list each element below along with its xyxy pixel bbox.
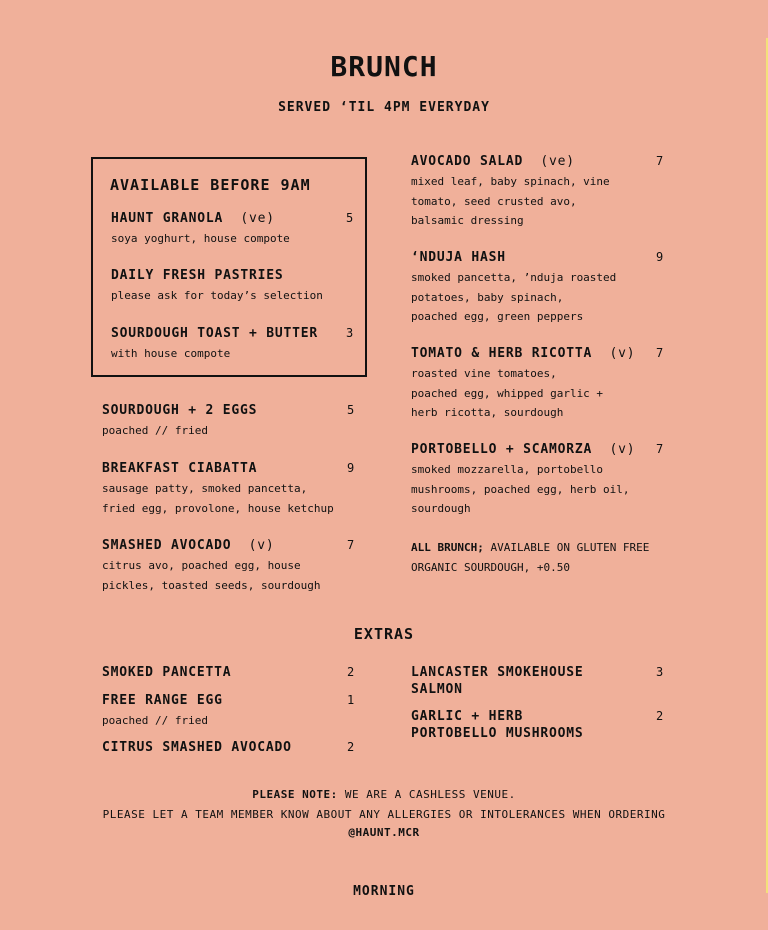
extra-item [411,708,664,742]
item-description: soya yoghurt, house compote [111,232,290,245]
item-description-line: mushrooms, poached egg, herb oil, [411,482,630,496]
extra-price: 1 [347,693,355,707]
gluten-note-bold: ALL BRUNCH; [411,541,484,554]
item-description: poached // fried [102,424,208,437]
extra-name: FREE RANGE EGG [102,693,223,708]
item-name: SMASHED AVOCADO [102,538,232,553]
extra-item [102,692,355,731]
extra-name: PORTOBELLO MUSHROOMS [411,726,584,741]
item-name: SOURDOUGH TOAST + BUTTER [111,326,319,341]
menu-item [411,249,664,327]
cashless-note [0,788,768,801]
item-tag: (v) [609,442,636,457]
item-price: 9 [656,250,664,264]
gluten-note-text: AVAILABLE ON GLUTEN FREE [483,541,650,554]
item-description [411,268,616,327]
menu-item [102,460,355,518]
item-name: PORTOBELLO + SCAMORZA [411,442,593,457]
menu-item [111,210,354,249]
extras-heading: EXTRAS [353,625,415,643]
menu-item [102,402,355,441]
item-description: with house compote [111,347,231,360]
item-description [411,460,635,519]
extra-item [102,664,355,681]
item-tag: (ve) [540,154,575,169]
item-name: SOURDOUGH + 2 EGGS [102,403,258,418]
item-description-line: balsamic dressing [411,214,524,227]
note-text: WE ARE A CASHLESS VENUE. [337,788,516,801]
item-description-line: fried egg, provolone, house ketchup [102,501,334,515]
item-name: TOMATO & HERB RICOTTA [411,346,593,361]
menu-item [411,441,664,519]
item-description-line: mixed leaf, baby spinach, vine [411,175,610,188]
extra-name: CITRUS SMASHED AVOCADO [102,740,292,755]
item-price: 7 [656,154,664,168]
item-price: 7 [656,346,664,360]
item-price: 9 [347,461,355,475]
item-price: 7 [656,442,664,456]
early-menu-heading: AVAILABLE BEFORE 9AM [110,176,311,194]
item-description-line: smoked pancetta, ’nduja roasted [411,271,617,284]
item-description-line: tomato, seed crusted avo, [411,194,577,208]
item-description [411,172,610,231]
item-description-line: citrus avo, poached egg, house [102,559,301,572]
social-handle: @HAUNT.MCR [348,826,420,839]
item-description-line: pickles, toasted seeds, sourdough [102,578,321,592]
extra-item [102,739,355,756]
item-description [411,364,635,423]
item-description-line: poached egg, whipped garlic + [411,386,604,400]
menu-item [411,345,664,423]
menu-tab-morning[interactable]: MORNING [353,884,415,899]
item-tag: (v) [609,346,636,361]
item-description-line: sausage patty, smoked pancetta, [102,482,308,495]
item-name: BREAKFAST CIABATTA [102,461,258,476]
menu-item [111,325,354,364]
extra-name: GARLIC + HERB [411,709,524,724]
item-description-line: potatoes, baby spinach, [411,290,564,304]
item-tag: (ve) [240,211,275,226]
menu-item [411,153,664,231]
note-label: PLEASE NOTE: [252,788,338,801]
extra-price: 2 [347,740,355,754]
item-description [102,556,321,595]
item-description-line: poached egg, green peppers [411,310,584,323]
item-price: 7 [347,538,355,552]
extra-name: SMOKED PANCETTA [102,665,232,680]
extra-name: LANCASTER SMOKEHOUSE [411,665,584,680]
item-name: DAILY FRESH PASTRIES [111,268,284,283]
item-description [102,479,334,518]
item-description-line: sourdough [411,502,471,515]
item-name: HAUNT GRANOLA [111,211,224,226]
menu-title: BRUNCH [330,50,438,83]
extra-item [411,664,664,698]
extra-description: poached // fried [102,714,208,727]
menu-subtitle: SERVED ‘TIL 4PM EVERYDAY [278,100,490,115]
extra-price: 2 [347,665,355,679]
item-tag: (v) [248,538,275,553]
item-price: 3 [346,326,354,340]
item-description-line: smoked mozzarella, portobello [411,463,604,476]
item-description-line: roasted vine tomatoes, [411,367,557,380]
item-description: please ask for today’s selection [111,289,323,302]
menu-item [102,537,355,595]
menu-item [111,267,323,306]
item-name: AVOCADO SALAD [411,154,524,169]
extra-price: 3 [656,665,664,679]
item-price: 5 [346,211,354,225]
allergy-note: PLEASE LET A TEAM MEMBER KNOW ABOUT ANY ALLERGIES OR INTOLERANCES WHEN ORDERING [102,808,666,821]
gluten-note-text: ORGANIC SOURDOUGH, +0.50 [411,560,570,574]
item-price: 5 [347,403,355,417]
item-description-line: herb ricotta, sourdough [411,406,564,419]
item-name: ‘NDUJA HASH [411,250,506,265]
gluten-free-note [411,538,671,577]
extra-name: SALMON [411,682,463,697]
extra-price: 2 [656,709,664,723]
